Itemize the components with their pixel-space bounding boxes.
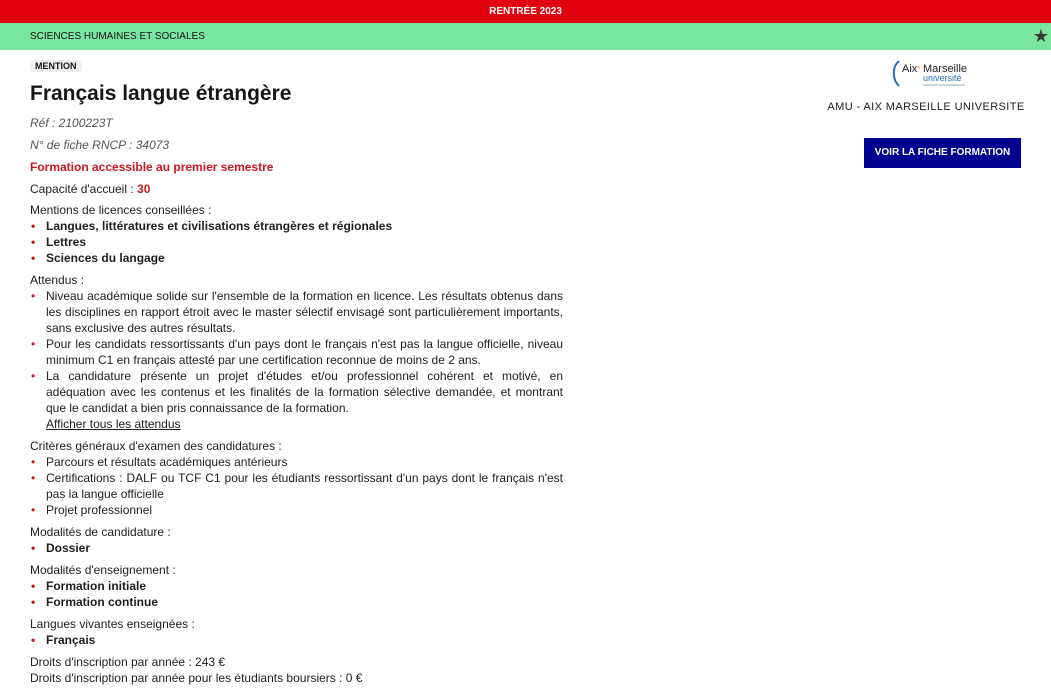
university-logo [820, 58, 1032, 90]
category-label: SCIENCES HUMAINES ET SOCIALES [30, 31, 205, 42]
capacity-label: Capacité d'accueil : [30, 182, 138, 196]
enseignement-label: Modalités d'enseignement : [30, 563, 176, 577]
view-formation-button[interactable]: VOIR LA FICHE FORMATION [864, 138, 1021, 168]
criteres-list [30, 454, 563, 518]
criteres-label: Critères généraux d'examen des candidatures : [30, 439, 282, 453]
list-item: • Parcours et résultats académiques antérieurs [46, 454, 563, 470]
list-item: • Français [46, 632, 563, 648]
reference-number: Réf : 2100223T [30, 116, 113, 130]
list-item: • Projet professionnel [46, 502, 563, 518]
star-icon[interactable]: ★ [1032, 26, 1049, 46]
criteres-section [30, 438, 563, 518]
rentree-banner [0, 0, 1051, 23]
list-item: • Niveau académique solide sur l'ensemble de la formation en licence. Les résultats obtenus dans les disciplines en rapport étroit avec le master sélectif envisagé sont particulièrement importants, sans exclusive des autres résultats. [46, 288, 563, 336]
university-panel [820, 58, 1032, 114]
rentree-banner-text: RENTRÉE 2023 [489, 6, 562, 17]
logo-arc-icon [890, 58, 980, 90]
list-item: • Formation initiale [46, 578, 563, 594]
droits-inscription: Droits d'inscription par année : 243 € [30, 655, 226, 669]
droits-section [30, 654, 563, 686]
langues-label: Langues vivantes enseignées : [30, 617, 195, 631]
list-item: • Sciences du langage [46, 250, 563, 266]
droits-inscription-boursiers: Droits d'inscription par année pour les étudiants boursiers : 0 € [30, 671, 363, 685]
enseignement-section [30, 562, 563, 610]
enseignement-list [30, 578, 563, 610]
list-item: • Langues, littératures et civilisations étrangères et régionales [46, 218, 563, 234]
attendus-section [30, 272, 563, 432]
logo-text-universite: université [923, 73, 962, 83]
langues-section [30, 616, 563, 648]
capacity-value: 30 [137, 182, 151, 196]
list-item: • Pour les candidats ressortissants d'un pays dont le français n'est pas la langue officielle, niveau minimum C1 en français attesté par une certification reconnue de moins de 2 ans. [46, 336, 563, 368]
list-item: • Dossier [46, 540, 563, 556]
category-bar [0, 23, 1051, 50]
logo-text-aix: Aix [902, 63, 918, 75]
list-item: • La candidature présente un projet d'études et/ou professionnel cohérent et motivé, en adéquation avec les contenus et les finalités de la formation sélective demandée, et montrant que le candidat a bien pris connaissance de la formation. [46, 368, 563, 416]
svg-text:*: * [917, 64, 921, 74]
show-all-attendus-link[interactable]: Afficher tous les attendus [46, 417, 181, 431]
list-item: • Formation continue [46, 594, 563, 610]
semester-note: Formation accessible au premier semestre [30, 160, 274, 174]
langues-list [30, 632, 563, 648]
licences-section [30, 202, 563, 266]
attendus-list [30, 288, 563, 416]
mention-badge: MENTION [30, 60, 82, 72]
formation-details [30, 58, 563, 686]
candidature-label: Modalités de candidature : [30, 525, 171, 539]
rncp-number: N° de fiche RNCP : 34073 [30, 138, 170, 152]
licences-label: Mentions de licences conseillées : [30, 203, 212, 217]
candidature-list [30, 540, 563, 556]
list-item: • Lettres [46, 234, 563, 250]
capacity [30, 182, 563, 196]
page-title: Français langue étrangère [30, 82, 292, 105]
logo-text-marseille: Marseille [923, 63, 968, 75]
attendus-label: Attendus : [30, 273, 85, 287]
candidature-section [30, 524, 563, 556]
licences-list [30, 218, 563, 266]
list-item: • Certifications : DALF ou TCF C1 pour les étudiants ressortissant d'un pays dont le français n'est pas la langue officielle [46, 470, 563, 502]
university-name: AMU - AIX MARSEILLE UNIVERSITE [827, 101, 1025, 113]
